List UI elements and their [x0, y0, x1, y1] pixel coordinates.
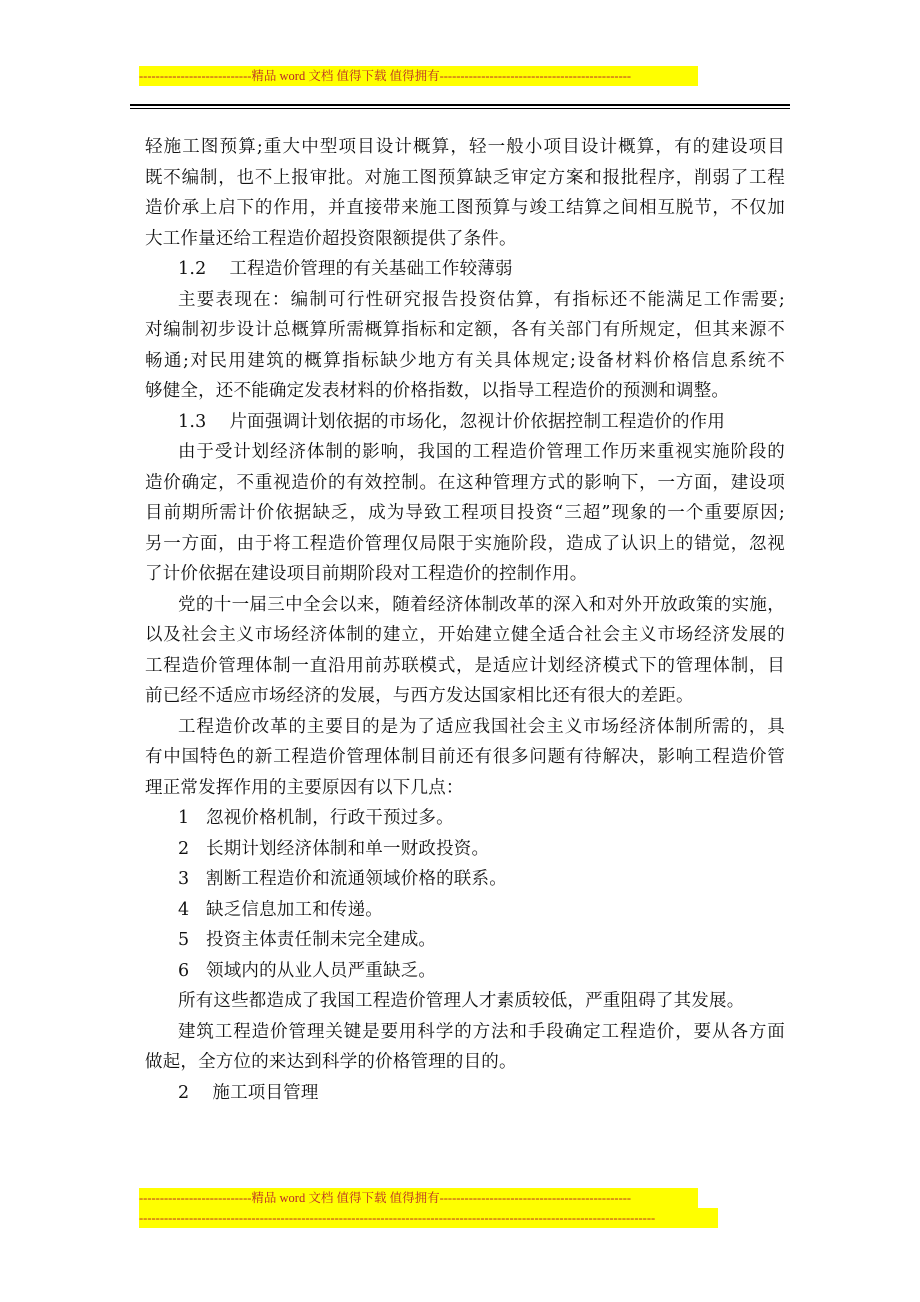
footer-banner-dashes: ---------------------------------------------------------------------------------------------------------------------------- — [139, 1208, 718, 1228]
paragraph-line: 既不编制，也不上报审批。对施工图预算缺乏审定方案和报批程序，削弱了工程 — [145, 167, 785, 188]
section-heading-1-3: 1.3 片面强调计划依据的市场化，忽视计价依据控制工程造价的作用 — [178, 411, 726, 432]
paragraph-line: 对编制初步设计总概算所需概算指标和定额，各有关部门有所规定，但其来源不 — [145, 320, 785, 340]
list-text: 领域内的从业人员严重缺乏。 — [206, 960, 437, 981]
document-body — [145, 132, 785, 1108]
list-item — [145, 864, 785, 895]
paragraph-line: 做起，全方位的来达到科学的价格管理的目的。 — [145, 1052, 517, 1072]
paragraph-line: 工程造价管理体制一直沿用前苏联模式，是适应计划经济模式下的管理体制，目 — [145, 655, 785, 676]
header-rule-thick — [130, 104, 790, 106]
list-number: 6 — [178, 960, 190, 981]
paragraph-line: 造价承上启下的作用，并直接带来施工图预算与竣工结算之间相互脱节，不仅加 — [145, 198, 785, 218]
paragraph-line: 了计价依据在建设项目前期阶段对工程造价的控制作用。 — [145, 564, 588, 584]
header-banner: ---------------------------精品 word 文档 值得下载 值得拥有---------------------------------------------- — [139, 66, 698, 86]
header-rule-thin — [130, 108, 790, 109]
section-heading-2: 2 施工项目管理 — [178, 1082, 319, 1103]
list-text: 投资主体责任制未完全建成。 — [206, 930, 437, 950]
list-number: 1 — [178, 808, 190, 828]
list-text: 缺乏信息加工和传递。 — [206, 899, 383, 920]
list-text: 忽视价格机制，行政干预过多。 — [206, 808, 454, 828]
paragraph-line: 够健全，还不能确定发表材料的价格指数，以指导工程造价的预测和调整。 — [145, 381, 730, 401]
paragraph-line: 轻施工图预算;重大中型项目设计概算，轻一般小项目设计概算，有的建设项目 — [145, 137, 785, 157]
paragraph-line: 目前期所需计价依据缺乏，成为导致工程项目投资“三超”现象的一个重要原因; — [145, 503, 785, 523]
paragraph-line: 畅通;对民用建筑的概算指标缺少地方有关具体规定;设备材料价格信息系统不 — [145, 350, 785, 371]
paragraph-line: 所有这些都造成了我国工程造价管理人才素质较低，严重阻碍了其发展。 — [178, 991, 745, 1011]
footer-banner: ---------------------------精品 word 文档 值得下载 值得拥有---------------------------------------------- — [139, 1188, 698, 1208]
paragraph-line: 大工作量还给工程造价超投资限额提供了条件。 — [145, 228, 517, 249]
paragraph-line: 建筑工程造价管理关键是要用科学的方法和手段确定工程造价，要从各方面 — [178, 1021, 785, 1042]
paragraph-line: 党的十一届三中全会以来，随着经济体制改革的深入和对外开放政策的实施， — [178, 594, 785, 615]
paragraph-line: 造价确定，不重视造价的有效控制。在这种管理方式的影响下，一方面，建设项 — [145, 472, 785, 493]
list-number: 5 — [178, 930, 190, 950]
list-number: 2 — [178, 838, 190, 859]
list-text: 割断工程造价和流通领域价格的联系。 — [206, 869, 507, 889]
paragraph-line: 有中国特色的新工程造价管理体制目前还有很多问题有待解决，影响工程造价管 — [145, 747, 785, 767]
list-text: 长期计划经济体制和单一财政投资。 — [206, 838, 490, 859]
paragraph-line: 以及社会主义市场经济体制的建立，开始建立健全适合社会主义市场经济发展的 — [145, 625, 785, 645]
section-heading-1-2: 1.2 工程造价管理的有关基础工作较薄弱 — [178, 259, 513, 279]
list-item — [145, 956, 785, 987]
list-item — [145, 834, 785, 865]
list-item — [145, 803, 785, 834]
list-item — [145, 925, 785, 956]
paragraph-line: 主要表现在：编制可行性研究报告投资估算，有指标还不能满足工作需要; — [178, 289, 785, 310]
list-number: 4 — [178, 899, 190, 920]
paragraph-line: 由于受计划经济体制的影响，我国的工程造价管理工作历来重视实施阶段的 — [178, 442, 785, 462]
paragraph-line: 另一方面，由于将工程造价管理仅局限于实施阶段，造成了认识上的错觉，忽视 — [145, 533, 785, 554]
list-item — [145, 895, 785, 926]
list-number: 3 — [178, 869, 190, 889]
paragraph-line: 工程造价改革的主要目的是为了适应我国社会主义市场经济体制所需的，具 — [178, 716, 785, 737]
paragraph-line: 前已经不适应市场经济的发展，与西方发达国家相比还有很大的差距。 — [145, 686, 694, 706]
paragraph-line: 理正常发挥作用的主要原因有以下几点： — [145, 777, 464, 798]
